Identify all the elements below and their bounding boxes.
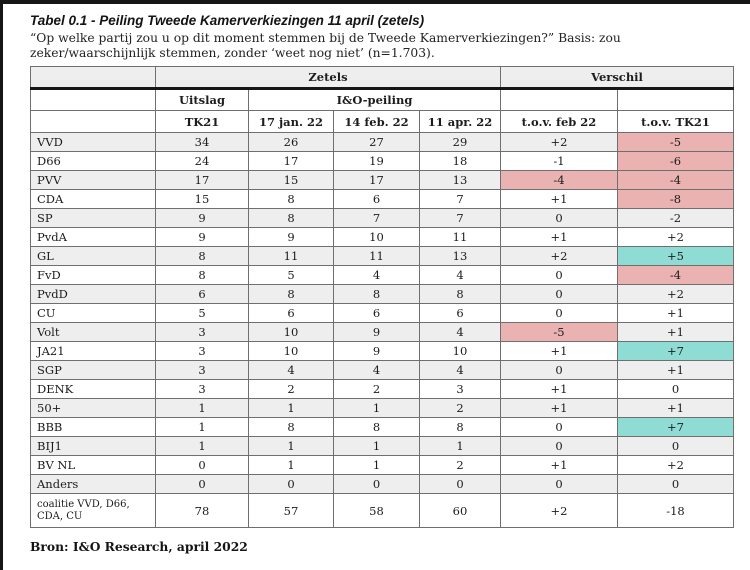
- value-cell: 8: [249, 209, 334, 228]
- party-name: PvdD: [31, 285, 156, 304]
- value-cell: 1: [334, 399, 420, 418]
- value-cell: 13: [420, 247, 501, 266]
- value-cell: +1: [501, 399, 618, 418]
- value-cell: 9: [249, 228, 334, 247]
- party-name: JA21: [31, 342, 156, 361]
- coalition-total-row: [31, 494, 734, 528]
- sub-header-uitslag: Uitslag: [156, 89, 249, 111]
- value-cell: 9: [334, 342, 420, 361]
- value-cell: 8: [249, 285, 334, 304]
- party-name: BIJ1: [31, 437, 156, 456]
- value-cell: +1: [501, 456, 618, 475]
- value-cell: -4: [618, 266, 734, 285]
- value-cell: 6: [334, 304, 420, 323]
- value-cell: +2: [618, 285, 734, 304]
- value-cell: +1: [501, 342, 618, 361]
- source-line: Bron: I&O Research, april 2022: [30, 539, 248, 554]
- document-page: [30, 13, 735, 554]
- value-cell: 2: [249, 380, 334, 399]
- party-name: Anders: [31, 475, 156, 494]
- empty-cell: [31, 111, 156, 133]
- group-header-row: [31, 67, 734, 89]
- value-cell: 3: [420, 380, 501, 399]
- value-cell: 2: [420, 399, 501, 418]
- empty-cell: [31, 89, 156, 111]
- value-cell: 9: [156, 228, 249, 247]
- party-name: CU: [31, 304, 156, 323]
- value-cell: 4: [334, 266, 420, 285]
- value-cell: 7: [420, 190, 501, 209]
- party-row: [31, 228, 734, 247]
- value-cell: 7: [334, 209, 420, 228]
- value-cell: 3: [156, 342, 249, 361]
- value-cell: 78: [156, 494, 249, 528]
- value-cell: 0: [501, 285, 618, 304]
- party-row: [31, 456, 734, 475]
- value-cell: +7: [618, 342, 734, 361]
- value-cell: 0: [618, 437, 734, 456]
- column-header-tov-feb22: t.o.v. feb 22: [501, 111, 618, 133]
- party-row: [31, 247, 734, 266]
- value-cell: 0: [501, 361, 618, 380]
- party-name: CDA: [31, 190, 156, 209]
- value-cell: 4: [420, 361, 501, 380]
- party-name: PVV: [31, 171, 156, 190]
- party-name: GL: [31, 247, 156, 266]
- party-name: DENK: [31, 380, 156, 399]
- party-row: [31, 304, 734, 323]
- value-cell: +1: [501, 228, 618, 247]
- sub-header-io-peiling: I&O-peiling: [249, 89, 501, 111]
- value-cell: 15: [156, 190, 249, 209]
- value-cell: +2: [501, 247, 618, 266]
- value-cell: 0: [501, 475, 618, 494]
- party-row: [31, 380, 734, 399]
- party-name: BBB: [31, 418, 156, 437]
- party-row: [31, 418, 734, 437]
- value-cell: 8: [156, 266, 249, 285]
- value-cell: 3: [156, 323, 249, 342]
- table-title: Tabel 0.1 - Peiling Tweede Kamerverkiezingen 11 april (zetels): [30, 13, 425, 28]
- value-cell: +5: [618, 247, 734, 266]
- party-row: [31, 475, 734, 494]
- party-row: [31, 133, 734, 152]
- party-name: 50+: [31, 399, 156, 418]
- party-name: VVD: [31, 133, 156, 152]
- party-name: SGP: [31, 361, 156, 380]
- value-cell: +1: [501, 380, 618, 399]
- table-subtitle: “Op welke partij zou u op dit moment stemmen bij de Tweede Kamerverkiezingen?” Basis: zou zeker/waarschijnlijk stemmen, zonder ‘weet nog niet’ (n=1.703).: [30, 31, 621, 60]
- party-name: coalitie VVD, D66, CDA, CU: [31, 494, 156, 528]
- party-name: Volt: [31, 323, 156, 342]
- party-row: [31, 285, 734, 304]
- column-header-tk21: TK21: [156, 111, 249, 133]
- value-cell: 4: [334, 361, 420, 380]
- value-cell: 5: [156, 304, 249, 323]
- value-cell: 58: [334, 494, 420, 528]
- screenshot-left-border: [0, 0, 3, 570]
- party-row: [31, 437, 734, 456]
- value-cell: +2: [501, 494, 618, 528]
- group-header-zetels: Zetels: [156, 67, 501, 89]
- value-cell: 3: [156, 380, 249, 399]
- party-name: PvdA: [31, 228, 156, 247]
- value-cell: 6: [420, 304, 501, 323]
- value-cell: 0: [501, 266, 618, 285]
- value-cell: 60: [420, 494, 501, 528]
- value-cell: 26: [249, 133, 334, 152]
- value-cell: -4: [618, 171, 734, 190]
- value-cell: 2: [334, 380, 420, 399]
- value-cell: 8: [249, 190, 334, 209]
- party-row: [31, 399, 734, 418]
- value-cell: 2: [420, 456, 501, 475]
- column-header-row: [31, 111, 734, 133]
- value-cell: 0: [249, 475, 334, 494]
- value-cell: +1: [618, 323, 734, 342]
- value-cell: 57: [249, 494, 334, 528]
- screenshot-top-border: [0, 0, 750, 4]
- value-cell: 0: [156, 456, 249, 475]
- party-row: [31, 152, 734, 171]
- value-cell: 4: [420, 266, 501, 285]
- value-cell: -5: [501, 323, 618, 342]
- value-cell: 8: [249, 418, 334, 437]
- value-cell: 19: [334, 152, 420, 171]
- value-cell: 1: [334, 456, 420, 475]
- column-header-14feb: 14 feb. 22: [334, 111, 420, 133]
- empty-cell: [501, 89, 618, 111]
- table-body: [31, 133, 734, 528]
- party-name: D66: [31, 152, 156, 171]
- value-cell: 11: [420, 228, 501, 247]
- value-cell: 0: [420, 475, 501, 494]
- value-cell: 1: [249, 399, 334, 418]
- value-cell: 11: [249, 247, 334, 266]
- value-cell: 0: [334, 475, 420, 494]
- value-cell: 17: [156, 171, 249, 190]
- value-cell: 6: [156, 285, 249, 304]
- value-cell: +2: [618, 456, 734, 475]
- column-header-11apr: 11 apr. 22: [420, 111, 501, 133]
- column-header-17jan: 17 jan. 22: [249, 111, 334, 133]
- value-cell: 11: [334, 247, 420, 266]
- group-header-verschil: Verschil: [501, 67, 734, 89]
- value-cell: 1: [249, 456, 334, 475]
- value-cell: 18: [420, 152, 501, 171]
- value-cell: 8: [420, 285, 501, 304]
- polling-table: [30, 66, 734, 528]
- value-cell: 8: [334, 285, 420, 304]
- value-cell: 0: [501, 437, 618, 456]
- value-cell: -5: [618, 133, 734, 152]
- value-cell: -2: [618, 209, 734, 228]
- value-cell: 0: [618, 475, 734, 494]
- value-cell: 0: [156, 475, 249, 494]
- value-cell: 0: [501, 209, 618, 228]
- value-cell: 10: [249, 342, 334, 361]
- value-cell: 1: [156, 418, 249, 437]
- sub-header-row: [31, 89, 734, 111]
- value-cell: 9: [334, 323, 420, 342]
- value-cell: 0: [618, 380, 734, 399]
- value-cell: 1: [156, 437, 249, 456]
- value-cell: 17: [334, 171, 420, 190]
- value-cell: -8: [618, 190, 734, 209]
- column-header-tov-tk21: t.o.v. TK21: [618, 111, 734, 133]
- value-cell: 17: [249, 152, 334, 171]
- party-row: [31, 323, 734, 342]
- value-cell: -1: [501, 152, 618, 171]
- empty-cell: [618, 89, 734, 111]
- value-cell: +1: [618, 399, 734, 418]
- party-name: SP: [31, 209, 156, 228]
- value-cell: 0: [501, 418, 618, 437]
- party-row: [31, 266, 734, 285]
- value-cell: 1: [420, 437, 501, 456]
- value-cell: +1: [618, 304, 734, 323]
- value-cell: 4: [420, 323, 501, 342]
- value-cell: +2: [618, 228, 734, 247]
- party-row: [31, 342, 734, 361]
- value-cell: 1: [334, 437, 420, 456]
- value-cell: 24: [156, 152, 249, 171]
- value-cell: 10: [249, 323, 334, 342]
- value-cell: 15: [249, 171, 334, 190]
- party-name: FvD: [31, 266, 156, 285]
- value-cell: 8: [156, 247, 249, 266]
- value-cell: 3: [156, 361, 249, 380]
- value-cell: 8: [334, 418, 420, 437]
- value-cell: 29: [420, 133, 501, 152]
- value-cell: -18: [618, 494, 734, 528]
- corner-cell: [31, 67, 156, 89]
- value-cell: 34: [156, 133, 249, 152]
- value-cell: 13: [420, 171, 501, 190]
- value-cell: +1: [501, 190, 618, 209]
- value-cell: 10: [420, 342, 501, 361]
- party-row: [31, 209, 734, 228]
- party-name: BV NL: [31, 456, 156, 475]
- value-cell: 1: [156, 399, 249, 418]
- value-cell: +1: [618, 361, 734, 380]
- value-cell: +7: [618, 418, 734, 437]
- value-cell: 9: [156, 209, 249, 228]
- value-cell: -6: [618, 152, 734, 171]
- party-row: [31, 190, 734, 209]
- value-cell: 6: [334, 190, 420, 209]
- value-cell: 7: [420, 209, 501, 228]
- party-row: [31, 171, 734, 190]
- value-cell: -4: [501, 171, 618, 190]
- value-cell: 0: [501, 304, 618, 323]
- value-cell: 1: [249, 437, 334, 456]
- value-cell: +2: [501, 133, 618, 152]
- value-cell: 27: [334, 133, 420, 152]
- party-row: [31, 361, 734, 380]
- value-cell: 10: [334, 228, 420, 247]
- value-cell: 5: [249, 266, 334, 285]
- value-cell: 4: [249, 361, 334, 380]
- value-cell: 6: [249, 304, 334, 323]
- value-cell: 8: [420, 418, 501, 437]
